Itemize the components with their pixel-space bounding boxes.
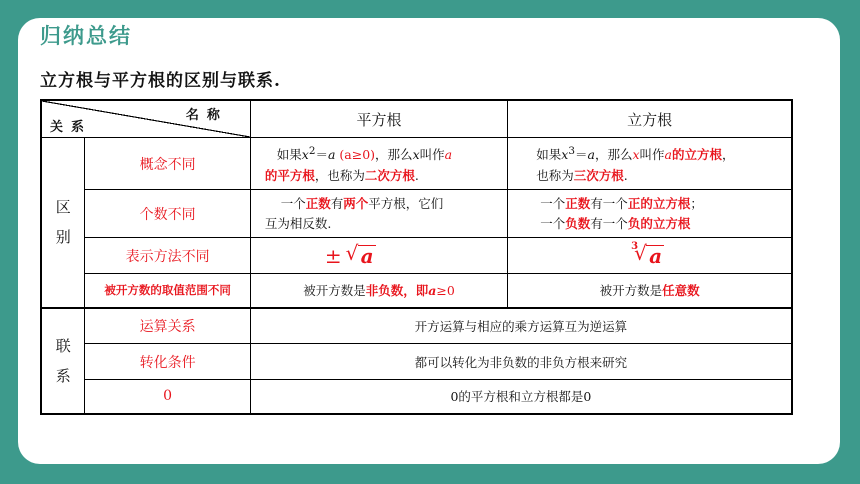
row-label-range: 被开方数的取值范围不同 <box>85 274 250 308</box>
zero-cell: 0的平方根和立方根都是0 <box>250 380 792 414</box>
table-row <box>41 190 792 238</box>
comparison-table <box>40 99 793 415</box>
row-label-convert: 转化条件 <box>85 344 250 380</box>
row-label-count: 个数不同 <box>85 190 250 238</box>
header-square-root: 平方根 <box>250 100 507 138</box>
corner-cell <box>41 100 250 138</box>
operation-cell: 开方运算与相应的乘方运算互为逆运算 <box>250 308 792 344</box>
square-root-symbol: ±√ a <box>325 244 376 268</box>
table-row <box>41 380 792 414</box>
group-link: 联 系 <box>41 308 85 414</box>
concept-square-cell: 如果$x^2=a$ (a≥0)，那么x叫作a 的平方根，也称为二次方根. <box>250 138 507 190</box>
row-label-operation: 运算关系 <box>85 308 250 344</box>
cube-root-symbol: √ 3 a <box>635 244 664 268</box>
row-label-zero: 0 <box>85 380 250 414</box>
corner-relation-label: 关系 <box>50 120 93 135</box>
count-square-cell: 一个正数有两个平方根，它们 互为相反数. <box>250 190 507 238</box>
table-row <box>41 344 792 380</box>
table-row <box>41 274 792 308</box>
header-cube-root: 立方根 <box>508 100 792 138</box>
convert-cell: 都可以转化为非负数的非负方根来研究 <box>250 344 792 380</box>
table-row <box>41 238 792 274</box>
row-label-notation: 表示方法不同 <box>85 238 250 274</box>
count-cube-cell: 一个正数有一个正的立方根； 一个负数有一个负的立方根 <box>508 190 792 238</box>
notation-square-cell <box>250 238 507 274</box>
section-heading: 归纳总结 <box>40 24 132 48</box>
group-difference: 区 别 <box>41 138 85 308</box>
row-label-concept: 概念不同 <box>85 138 250 190</box>
notation-cube-cell <box>508 238 792 274</box>
range-square-cell: 被开方数是非负数，即a≥0 <box>250 274 507 308</box>
table-row <box>41 138 792 190</box>
table-row <box>41 308 792 344</box>
range-cube-cell: 被开方数是任意数 <box>508 274 792 308</box>
table-header-row <box>41 100 792 138</box>
intro-text: 立方根与平方根的区别与联系. <box>40 71 281 91</box>
corner-name-label: 名称 <box>185 108 228 123</box>
concept-cube-cell: 如果$x^3=a$，那么x叫作a的立方根， 也称为三次方根. <box>508 138 792 190</box>
